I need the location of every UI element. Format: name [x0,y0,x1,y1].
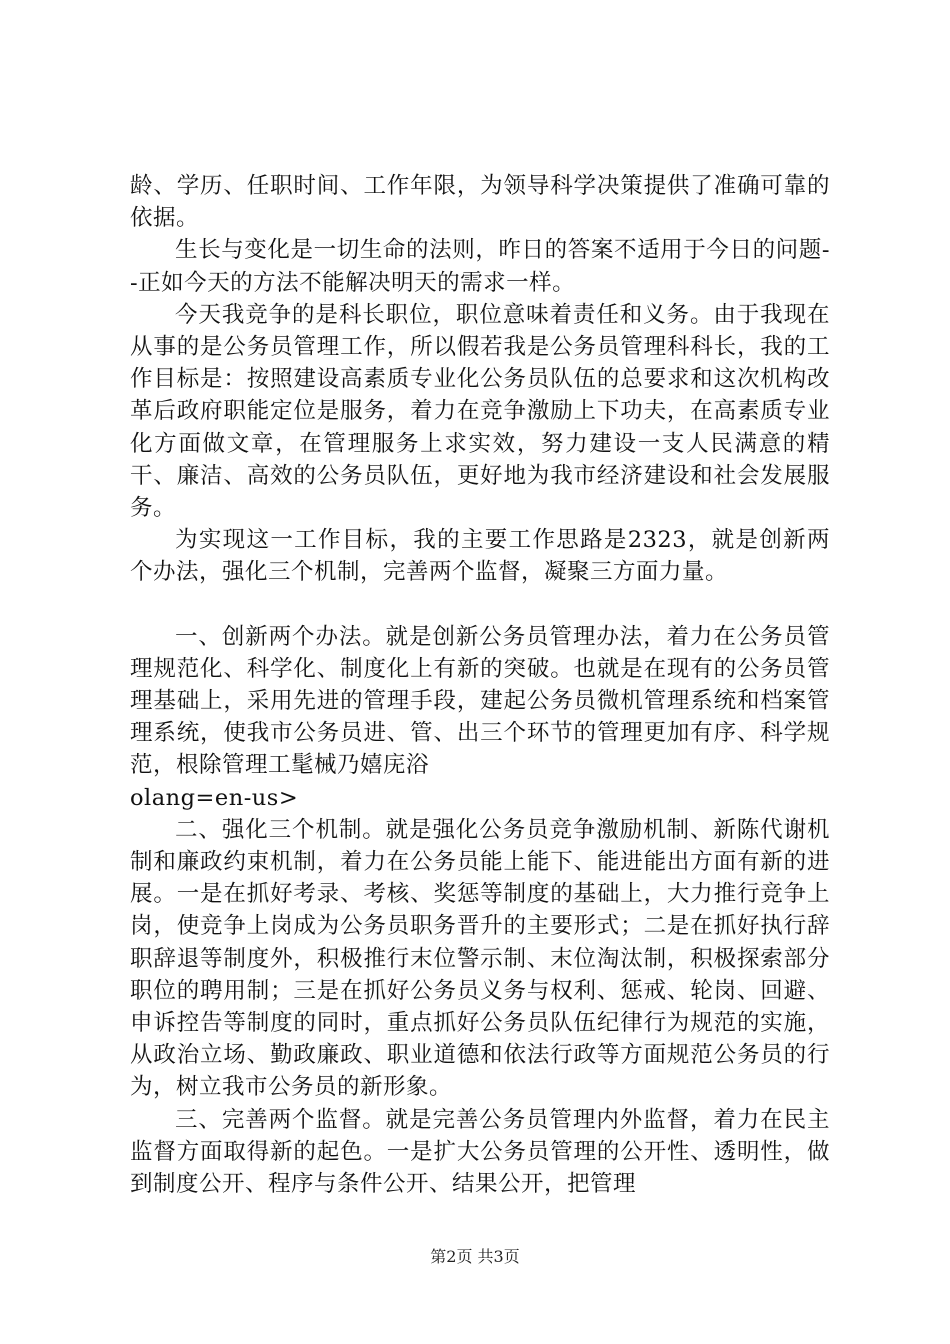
paragraph-stray-markup: olang=en-us> [130,784,299,811]
paragraph-section-two: 二、强化三个机制。就是强化公务员竞争激励机制、新陈代谢机制和廉政约束机制，着力在公务员能上能下、能进能出方面有新的进展。一是在抓好考录、考核、奖惩等制度的基础上，大力推行竞争上岗，使竞争上岗成为公务员职务晋升的主要形式；二是在抓好执行辞职辞退等制度外，积极推行末位警示制、末位淘汰制，积极探索部分职位的聘用制；三是在抓好公务员义务与权利、惩戒、轮岗、回避、申诉控告等制度的同时，重点抓好公务员队伍纪律行为规范的实施，从政治立场、勤政廉政、职业道德和依法行政等方面规范公务员的行为，树立我市公务员的新形象。 [130,816,830,1101]
document-body [130,170,830,1200]
paragraph-section-three: 三、完善两个监督。就是完善公务员管理内外监督，着力在民主监督方面取得新的起色。一是扩大公务员管理的公开性、透明性，做到制度公开、程序与条件公开、结果公开，把管理 [130,1106,830,1198]
paragraph-section-one: 一、创新两个办法。就是创新公务员管理办法，着力在公务员管理规范化、科学化、制度化上有新的突破。也就是在现有的公务员管理基础上，采用先进的管理手段，建起公务员微机管理系统和档案管理系统，使我市公务员进、管、出三个环节的管理更加有序、科学规范，根除管理工髦械乃嬉庑浴 [130,623,830,779]
paragraph-work-goal: 今天我竞争的是科长职位，职位意味着责任和义务。由于我现在从事的是公务员管理工作，所以假若我是公务员管理科科长，我的工作目标是：按照建设高素质专业化公务员队伍的总要求和这次机构改革后政府职能定位是服务，着力在竞争激励上下功夫，在高素质专业化方面做文章，在管理服务上求实效，努力建设一支人民满意的精干、廉洁、高效的公务员队伍，更好地为我市经济建设和社会发展服务。 [130,301,830,522]
paragraph-work-approach: 为实现这一工作目标，我的主要工作思路是2323，就是创新两个办法，强化三个机制，完善两个监督，凝聚三方面力量。 [130,527,830,586]
paragraph-continuation: 龄、学历、任职时间、工作年限，为领导科学决策提供了准确可靠的依据。 [130,173,830,232]
page-number-footer: 第2页 共3页 [430,1247,520,1266]
paragraph-growth-and-change: 生长与变化是一切生命的法则，昨日的答案不适用于今日的问题--正如今天的方法不能解决明天的需求一样。 [130,237,830,296]
